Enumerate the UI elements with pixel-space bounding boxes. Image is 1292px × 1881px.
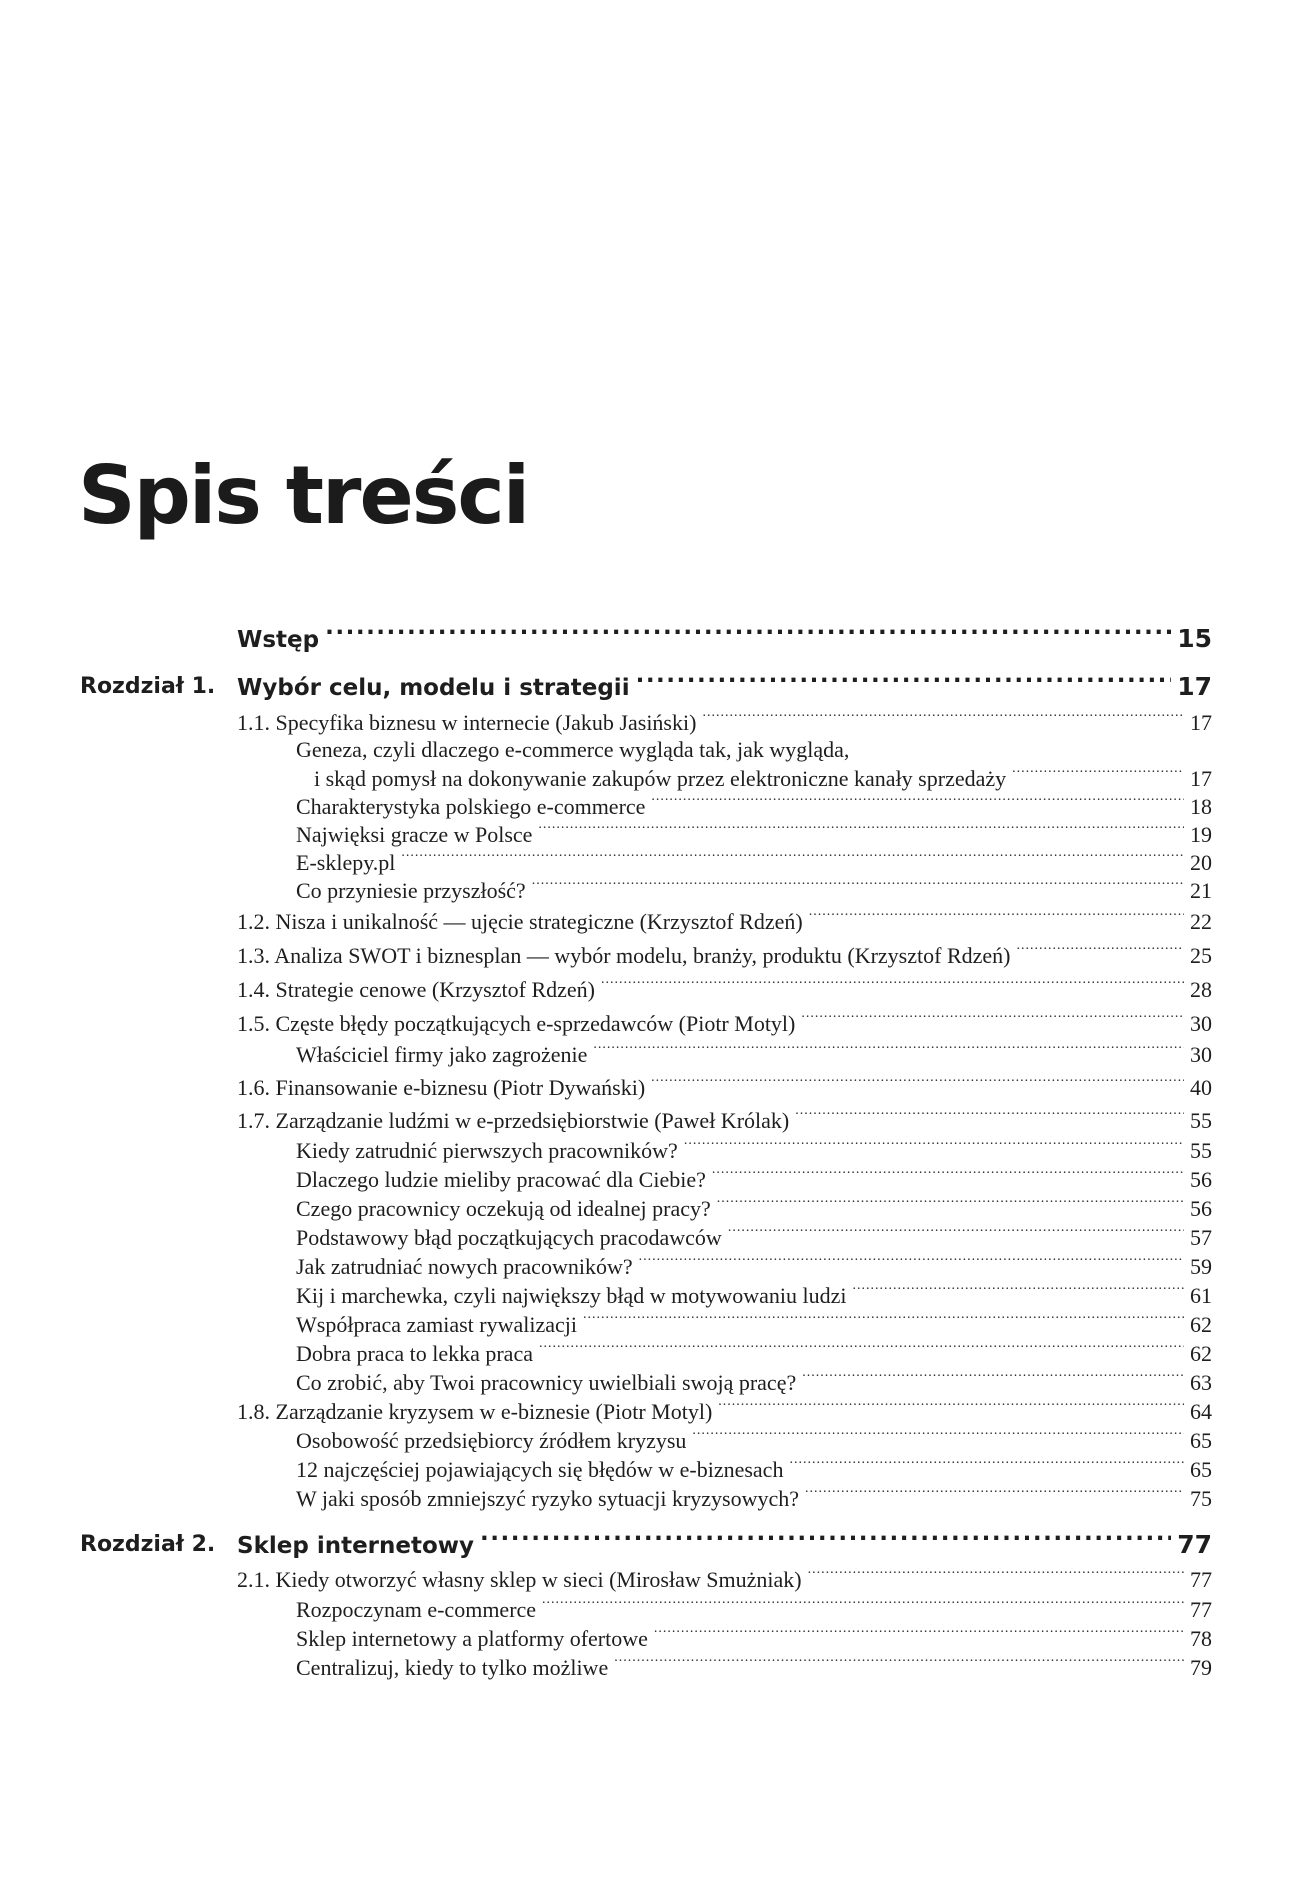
toc-entry-label: Osobowość przedsiębiorcy źródłem kryzysu: [296, 1428, 687, 1453]
toc-entry-subsection[interactable]: [296, 1223, 1212, 1251]
toc-entry-label: Wybór celu, modelu i strategii: [237, 675, 630, 701]
dot-leader: [702, 708, 1184, 730]
toc-entry-page: 55: [1190, 1138, 1212, 1163]
toc-entry-label: 1.8. Zarządzanie kryzysem w e-biznesie (Piotr Motyl): [237, 1399, 713, 1424]
toc-entry-label: Najwięksi gracze w Polsce: [296, 822, 533, 847]
toc-entry-subsection[interactable]: [296, 1252, 1212, 1280]
toc-entry-subsection[interactable]: [296, 876, 1212, 904]
toc-entry-label: Właściciel firmy jako zagrożenie: [296, 1042, 588, 1067]
dot-leader: [809, 907, 1184, 929]
dot-leader: [539, 1339, 1184, 1361]
dot-leader: [789, 1455, 1184, 1477]
toc-entry-page: 17: [1177, 672, 1212, 701]
toc-entry-label: Kij i marchewka, czyli największy błąd w motywowaniu ludzi: [296, 1283, 847, 1308]
toc-entry-label-line: Geneza, czyli dlaczego e-commerce wygląda tak, jak wygląda,: [296, 737, 850, 762]
toc-entry-section-1-2[interactable]: [237, 907, 1212, 935]
toc-entry-label: Kiedy zatrudnić pierwszych pracowników?: [296, 1138, 678, 1163]
toc-entry-page: 75: [1190, 1486, 1212, 1511]
toc-entry-page: 62: [1190, 1312, 1212, 1337]
dot-leader: [717, 1194, 1184, 1216]
toc-entry-page: 77: [1190, 1597, 1212, 1622]
toc-entry-label: Co zrobić, aby Twoi pracownicy uwielbiali swoją pracę?: [296, 1370, 797, 1395]
toc-entry-label: 2.1. Kiedy otworzyć własny sklep w sieci (Mirosław Smużniak): [237, 1567, 802, 1592]
toc-entry-label: 1.6. Finansowanie e-biznesu (Piotr Dywański): [237, 1075, 646, 1100]
toc-entry-section-1-8[interactable]: [237, 1397, 1212, 1425]
dot-leader: [1016, 941, 1184, 963]
toc-entry-page: 30: [1190, 1042, 1212, 1067]
toc-entry-label: Rozpoczynam e-commerce: [296, 1597, 537, 1622]
toc-entry-section-1-3[interactable]: [237, 941, 1212, 969]
toc-entry-section-2-1[interactable]: [237, 1565, 1212, 1593]
toc-entry-subsection[interactable]: [314, 764, 1212, 792]
dot-leader: [808, 1565, 1184, 1587]
toc-entry-section-1-4[interactable]: [237, 975, 1212, 1003]
toc-entry-subsection[interactable]: [296, 1368, 1212, 1396]
toc-entry-page: 61: [1190, 1283, 1212, 1308]
toc-entry-label: E-sklepy.pl: [296, 850, 396, 875]
page-title: Spis treści: [78, 449, 529, 542]
toc-entry-subsection[interactable]: [296, 1455, 1212, 1483]
dot-leader: [542, 1595, 1184, 1617]
toc-entry-page: 25: [1190, 943, 1212, 968]
toc-entry-section-1-6[interactable]: [237, 1073, 1212, 1101]
toc-entry-subsection[interactable]: [296, 1339, 1212, 1367]
chapter-number: Rozdział 2.: [80, 1532, 216, 1557]
toc-entry-label: Podstawowy błąd początkujących pracodawców: [296, 1225, 722, 1250]
toc-entry-page: 40: [1190, 1075, 1212, 1100]
toc-entry-subsection[interactable]: [296, 1310, 1212, 1338]
dot-leader: [639, 1252, 1184, 1274]
toc-entry-label: Czego pracownicy oczekują od idealnej pracy?: [296, 1196, 711, 1221]
toc-entry-chapter-1[interactable]: [237, 672, 1212, 702]
toc-entry-label: Centralizuj, kiedy to tylko możliwe: [296, 1655, 609, 1680]
toc-entry-page: 56: [1190, 1196, 1212, 1221]
toc-entry-page: 65: [1190, 1457, 1212, 1482]
toc-entry-page: 20: [1190, 850, 1212, 875]
dot-leader: [684, 1136, 1184, 1158]
toc-entry-label: Charakterystyka polskiego e-commerce: [296, 794, 646, 819]
toc-entry-subsection[interactable]: [296, 792, 1212, 820]
toc-entry-label: 12 najczęściej pojawiających się błędów w e-biznesach: [296, 1457, 784, 1482]
dot-leader: [401, 848, 1184, 870]
toc-entry-label: 1.2. Nisza i unikalność — ujęcie strategiczne (Krzysztof Rdzeń): [237, 909, 803, 934]
toc-entry-label: 1.7. Zarządzanie ludźmi w e-przedsiębiorstwie (Paweł Królak): [237, 1108, 790, 1133]
dot-leader: [480, 1530, 1171, 1553]
toc-entry-label: Współpraca zamiast rywalizacji: [296, 1312, 577, 1337]
toc-entry-page: 22: [1190, 909, 1212, 934]
toc-entry-page: 77: [1177, 1530, 1212, 1559]
toc-entry-page: 15: [1177, 624, 1212, 653]
dot-leader: [593, 1040, 1184, 1062]
toc-entry-subsection[interactable]: [296, 1165, 1212, 1193]
dot-leader: [325, 624, 1171, 647]
toc-entry-label: Wstęp: [237, 627, 320, 653]
toc-entry-page: 17: [1190, 766, 1212, 791]
dot-leader: [651, 1073, 1184, 1095]
toc-entry-section-1-5[interactable]: [237, 1009, 1212, 1037]
dot-leader: [532, 876, 1184, 898]
toc-entry-chapter-2[interactable]: [237, 1530, 1212, 1560]
toc-entry-label: Sklep internetowy: [237, 1533, 475, 1559]
dot-leader: [795, 1106, 1184, 1128]
dot-leader: [692, 1426, 1184, 1448]
toc-entry-subsection[interactable]: [296, 1653, 1212, 1681]
toc-entry-page: 59: [1190, 1254, 1212, 1279]
toc-entry-subsection[interactable]: [296, 1281, 1212, 1309]
toc-entry-label: Dlaczego ludzie mieliby pracować dla Ciebie?: [296, 1167, 706, 1192]
toc-entry-label: 1.5. Częste błędy początkujących e-sprzedawców (Piotr Motyl): [237, 1011, 796, 1036]
toc-entry-label: i skąd pomysł na dokonywanie zakupów przez elektroniczne kanały sprzedaży: [314, 766, 1007, 791]
toc-entry-page: 19: [1190, 822, 1212, 847]
dot-leader: [728, 1223, 1184, 1245]
toc-entry-page: 30: [1190, 1011, 1212, 1036]
dot-leader: [636, 672, 1172, 695]
dot-leader: [718, 1397, 1184, 1419]
toc-entry-page: 65: [1190, 1428, 1212, 1453]
toc-entry-subsection[interactable]: [296, 848, 1212, 876]
toc-entry-section-1-1[interactable]: [237, 708, 1212, 736]
toc-entry-subsection[interactable]: [296, 1040, 1212, 1068]
toc-entry-label: W jaki sposób zmniejszyć ryzyko sytuacji kryzysowych?: [296, 1486, 800, 1511]
toc-entry-page: 18: [1190, 794, 1212, 819]
dot-leader: [583, 1310, 1184, 1332]
toc-entry-section-1-7[interactable]: [237, 1106, 1212, 1134]
dot-leader: [1012, 764, 1184, 786]
chapter-number: Rozdział 1.: [80, 674, 216, 699]
toc-entry-page: 62: [1190, 1341, 1212, 1366]
toc-entry-page: 17: [1190, 710, 1212, 735]
dot-leader: [801, 1009, 1184, 1031]
toc-entry-page: 57: [1190, 1225, 1212, 1250]
toc-entry-label: 1.1. Specyfika biznesu w internecie (Jakub Jasiński): [237, 710, 697, 735]
toc-entry-page: 28: [1190, 977, 1212, 1002]
toc-entry-subsection[interactable]: [296, 1136, 1212, 1164]
toc-entry-intro[interactable]: [237, 624, 1212, 654]
toc-entry-page: 79: [1190, 1655, 1212, 1680]
toc-entry-page: 77: [1190, 1567, 1212, 1592]
toc-entry-label: 1.3. Analiza SWOT i biznesplan — wybór modelu, branży, produktu (Krzysztof Rdzeń): [237, 943, 1011, 968]
dot-leader: [802, 1368, 1184, 1390]
toc-entry-page: 56: [1190, 1167, 1212, 1192]
dot-leader: [805, 1484, 1184, 1506]
toc-entry-subsection[interactable]: [296, 1624, 1212, 1652]
toc-entry-label: Co przyniesie przyszłość?: [296, 878, 526, 903]
dot-leader: [654, 1624, 1184, 1646]
toc-entry-page: 78: [1190, 1626, 1212, 1651]
toc-entry-label: 1.4. Strategie cenowe (Krzysztof Rdzeń): [237, 977, 595, 1002]
dot-leader: [601, 975, 1184, 997]
toc-entry-page: 21: [1190, 878, 1212, 903]
toc-entry-page: 64: [1190, 1399, 1212, 1424]
dot-leader: [538, 820, 1184, 842]
dot-leader: [651, 792, 1184, 814]
toc-entry-label: Sklep internetowy a platformy ofertowe: [296, 1626, 648, 1651]
dot-leader: [614, 1653, 1184, 1675]
toc-entry-subsection[interactable]: [296, 1426, 1212, 1454]
dot-leader: [852, 1281, 1184, 1303]
toc-entry-subsection[interactable]: [296, 1484, 1212, 1512]
toc-entry-page: 55: [1190, 1108, 1212, 1133]
toc-entry-subsection[interactable]: [296, 1595, 1212, 1623]
toc-entry-label: Dobra praca to lekka praca: [296, 1341, 533, 1366]
toc-entry-subsection[interactable]: [296, 820, 1212, 848]
toc-entry-label: Jak zatrudniać nowych pracowników?: [296, 1254, 633, 1279]
dot-leader: [712, 1165, 1184, 1187]
toc-entry-page: 63: [1190, 1370, 1212, 1395]
toc-entry-subsection[interactable]: [296, 1194, 1212, 1222]
